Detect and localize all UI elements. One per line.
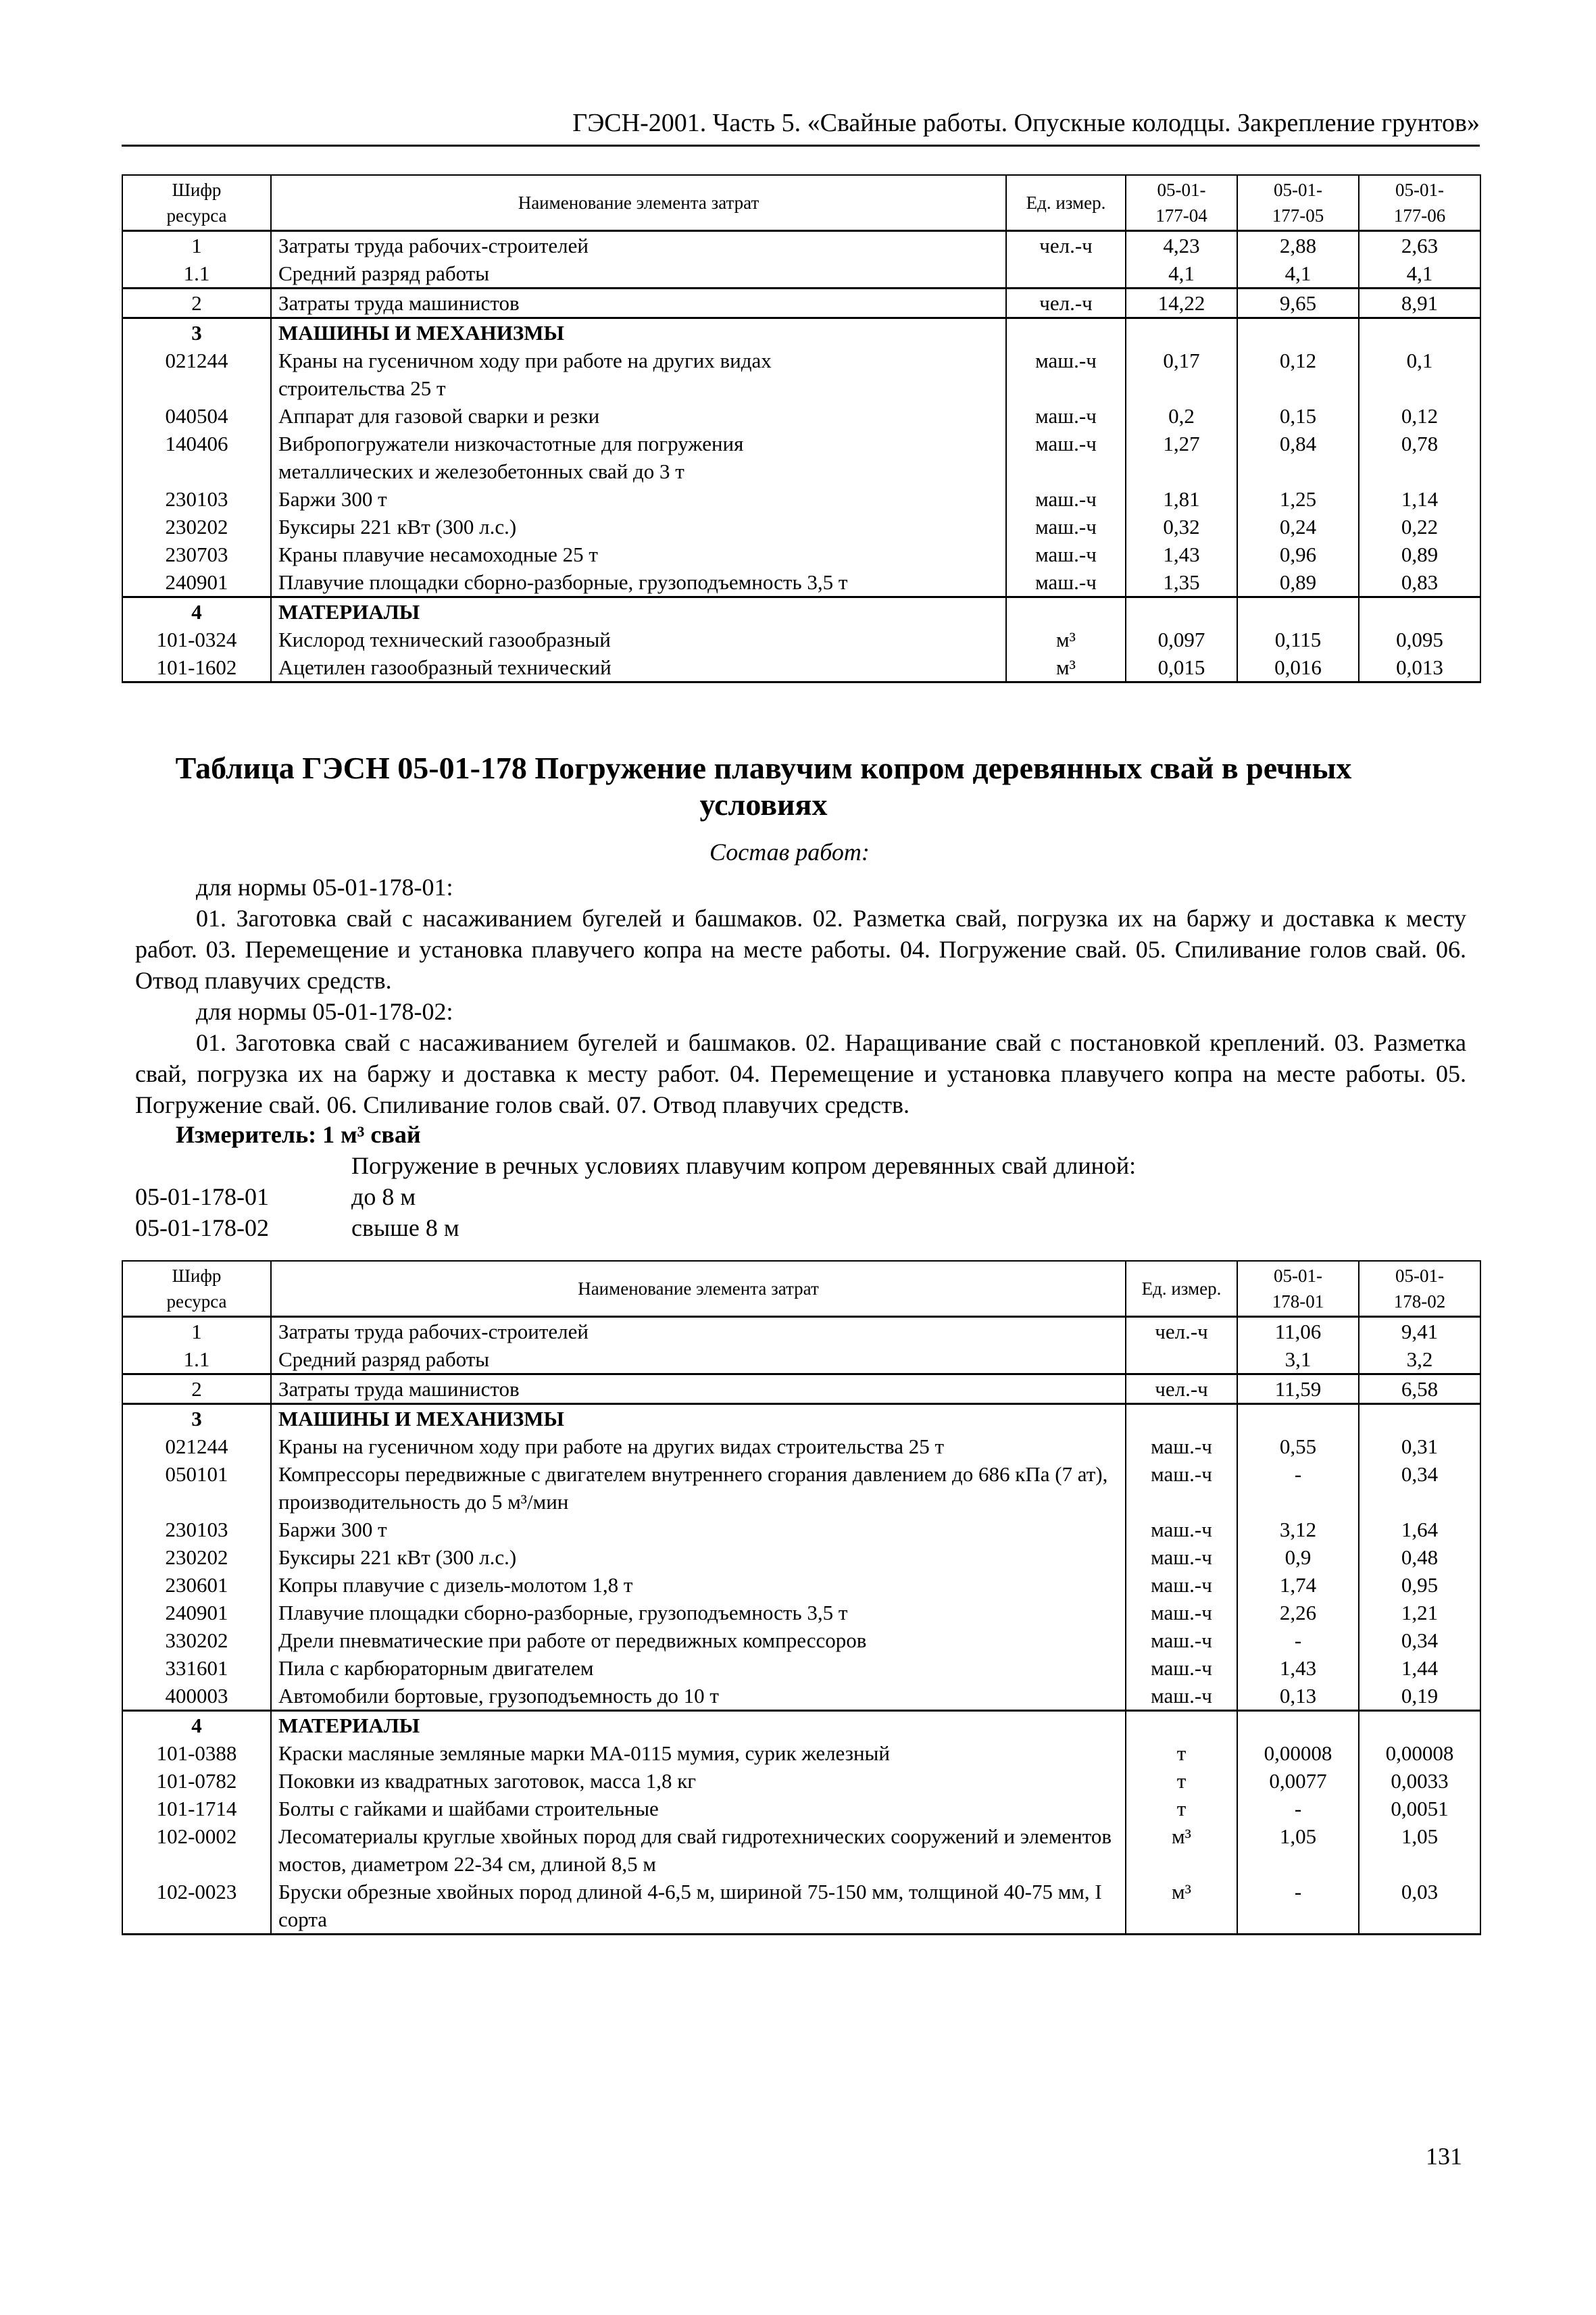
norm-value [1359,1404,1480,1433]
table-row [122,318,1480,347]
norm-value: 1,14 [1359,485,1480,513]
norm-value: 0,48 [1359,1543,1480,1571]
resource-code: 2 [122,289,271,318]
resource-name: Баржи 300 т [278,1518,387,1541]
resource-name: Ацетилен газообразный технический [278,655,612,679]
norm-value: 0,19 [1359,1682,1480,1711]
page-number: 131 [1426,2143,1462,2170]
norm-value: 0,34 [1359,1626,1480,1654]
column-header: Наименование элемента затрат [271,175,1006,231]
column-header: 05-01- 178-02 [1359,1261,1480,1317]
table-row [122,597,1480,626]
variant-code: 05-01-178-01 [135,1183,269,1210]
resource-name-cell [271,231,1006,260]
resource-name-cell [271,1345,1126,1374]
resource-name-cell [271,289,1006,318]
norm-value: 1,81 [1126,485,1237,513]
norm-value: 0,12 [1359,402,1480,430]
unit: маш.-ч [1006,568,1126,597]
resource-name: Затраты труда рабочих-строителей [278,234,589,257]
resource-name-cell [271,485,1006,513]
unit: маш.-ч [1126,1682,1237,1711]
norm2-text: 01. Заготовка свай с насаживанием бугелей и башмаков. 02. Наращивание свай с постановкой креплений. 03. Разметка свай, погрузка их на баржу и доставка к месту работ. 04. Перемещение и установка плавучего копра на месте работы. 05. Погружение свай. 06. Спиливание голов свай. 07. Отвод плавучих средств. [135,1029,1466,1118]
resource-code: 400003 [122,1682,271,1711]
unit: чел.-ч [1126,1374,1237,1404]
resource-code: 330202 [122,1626,271,1654]
resource-table-177 [122,174,1481,683]
norm-value: 0,17 [1126,347,1237,402]
norm-value: 0,31 [1359,1433,1480,1460]
resource-name: Средний разряд работы [278,262,490,285]
resource-name-cell [271,1878,1126,1935]
resource-name-cell [271,1460,1126,1516]
norm-value: 0,78 [1359,430,1480,485]
resource-name-cell [271,1433,1126,1460]
resource-code: 1.1 [122,259,271,289]
resource-code: 102-0023 [122,1878,271,1935]
norm-value: 6,58 [1359,1374,1480,1404]
resource-code: 230103 [122,1516,271,1543]
resource-name-cell [271,626,1006,653]
resource-name: Буксиры 221 кВт (300 л.с.) [278,515,517,539]
norm-value: 0,84 [1237,430,1359,485]
column-header: Наименование элемента затрат [271,1261,1126,1317]
norm-value: 1,43 [1126,541,1237,568]
table-row [122,347,1480,402]
unit [1006,318,1126,347]
table-row [122,485,1480,513]
resource-name-cell [271,597,1006,626]
unit: м³ [1126,1822,1237,1878]
table-row [122,1374,1480,1404]
resource-name-cell [271,1317,1126,1346]
resource-name-cell [271,1516,1126,1543]
resource-name: МАШИНЫ И МЕХАНИЗМЫ [278,1407,564,1430]
resource-name: Средний разряд работы [278,1347,490,1371]
unit: м³ [1006,653,1126,682]
unit [1126,1711,1237,1740]
unit [1126,1345,1237,1374]
norm-value: 1,05 [1359,1822,1480,1878]
table-row [122,1404,1480,1433]
norm-value: 0,89 [1359,541,1480,568]
table-row [122,1767,1480,1795]
table-row [122,1795,1480,1822]
resource-code: 101-0324 [122,626,271,653]
resource-name-cell [271,259,1006,289]
resource-code: 040504 [122,402,271,430]
norm-value: 1,43 [1237,1654,1359,1682]
resource-group [122,1711,1480,1935]
norm-value: 0,34 [1359,1460,1480,1516]
norm-value: 0,095 [1359,626,1480,653]
norm-value: 0,96 [1237,541,1359,568]
norm-value: - [1237,1460,1359,1516]
norm-value: 2,26 [1237,1599,1359,1626]
table-row [122,259,1480,289]
norm-value: 0,22 [1359,513,1480,541]
norm-value: 11,59 [1237,1374,1359,1404]
table-row [122,1345,1480,1374]
column-header: 05-01- 178-01 [1237,1261,1359,1317]
norm-value: 8,91 [1359,289,1480,318]
resource-code: 101-0782 [122,1767,271,1795]
unit: маш.-ч [1006,513,1126,541]
table-row [122,626,1480,653]
resource-name: Дрели пневматические при работе от передвижных компрессоров [278,1628,867,1652]
norm-value: 0,89 [1237,568,1359,597]
norm-value: 1,25 [1237,485,1359,513]
norm-value: 0,9 [1237,1543,1359,1571]
resource-name: Краны на гусеничном ходу при работе на других видах строительства 25 т [278,349,772,400]
resource-name: МАШИНЫ И МЕХАНИЗМЫ [278,321,564,345]
resource-name: Затраты труда рабочих-строителей [278,1320,589,1343]
resource-name: Болты с гайками и шайбами строительные [278,1797,659,1820]
resource-name: Буксиры 221 кВт (300 л.с.) [278,1545,517,1569]
table-row [122,1654,1480,1682]
resource-code: 050101 [122,1460,271,1516]
resource-code: 230103 [122,485,271,513]
table-header [122,1261,1480,1317]
norm-value: 0,097 [1126,626,1237,653]
resource-code: 4 [122,597,271,626]
table-row [122,289,1480,318]
norm-value [1359,597,1480,626]
column-header: 05-01- 177-05 [1237,175,1359,231]
unit [1006,259,1126,289]
unit: маш.-ч [1126,1654,1237,1682]
meter-label: Измеритель: 1 м³ свай [176,1121,421,1148]
table-header [122,175,1480,231]
resource-name: Поковки из квадратных заготовок, масса 1,8 кг [278,1769,697,1793]
description: Погружение в речных условиях плавучим копром деревянных свай длиной: [351,1152,1137,1179]
resource-group [122,1404,1480,1711]
norm-value: 0,55 [1237,1433,1359,1460]
norm-value: 0,24 [1237,513,1359,541]
table-row [122,1516,1480,1543]
resource-name: Краны на гусеничном ходу при работе на других видах строительства 25 т [278,1435,945,1458]
resource-name-cell [271,402,1006,430]
norm-value: 0,2 [1126,402,1237,430]
resource-name: МАТЕРИАЛЫ [278,600,420,624]
resource-name-cell [271,513,1006,541]
resource-code: 1 [122,231,271,260]
norm-value: 1,74 [1237,1571,1359,1599]
norm-value: 0,015 [1126,653,1237,682]
norm-value [1237,597,1359,626]
resource-name: Затраты труда машинистов [278,1377,520,1401]
resource-code: 2 [122,1374,271,1404]
norm-value: 1,64 [1359,1516,1480,1543]
table-row [122,1317,1480,1346]
norm-value: 0,0051 [1359,1795,1480,1822]
resource-name: Затраты труда машинистов [278,291,520,315]
unit: маш.-ч [1126,1460,1237,1516]
resource-name-cell [271,568,1006,597]
resource-code: 021244 [122,347,271,402]
resource-code: 3 [122,318,271,347]
table-row [122,1571,1480,1599]
resource-code: 102-0002 [122,1822,271,1878]
norm-value [1237,1711,1359,1740]
resource-name-cell [271,1739,1126,1767]
unit: маш.-ч [1006,402,1126,430]
unit: чел.-ч [1006,231,1126,260]
norm-value: 0,83 [1359,568,1480,597]
unit: маш.-ч [1006,485,1126,513]
norm-value: 0,016 [1237,653,1359,682]
norm-value: 11,06 [1237,1317,1359,1346]
resource-name: Лесоматериалы круглые хвойных пород для свай гидротехнических сооружений и элементов мостов, диаметром 22-34 см, длиной 8,5 м [278,1824,1112,1876]
norm-value: 0,0033 [1359,1767,1480,1795]
resource-code: 230703 [122,541,271,568]
resource-name-cell [271,1767,1126,1795]
norm-value: 0,00008 [1237,1739,1359,1767]
norm-value [1126,597,1237,626]
unit: чел.-ч [1006,289,1126,318]
resource-name: Краски масляные земляные марки МА-0115 мумия, сурик железный [278,1741,890,1765]
unit: м³ [1006,626,1126,653]
unit: маш.-ч [1006,347,1126,402]
resource-name: Вибропогружатели низкочастотные для погружения металлических и железобетонных свай до 3 т [278,432,744,483]
resource-name-cell [271,1571,1126,1599]
resource-name: Плавучие площадки сборно-разборные, грузоподъемность 3,5 т [278,1601,848,1624]
unit: маш.-ч [1126,1433,1237,1460]
resource-name-cell [271,1543,1126,1571]
resource-name: Бруски обрезные хвойных пород длиной 4-6,5 м, шириной 75-150 мм, толщиной 40-75 мм, I сорта [278,1880,1102,1931]
resource-code: 230202 [122,513,271,541]
unit: чел.-ч [1126,1317,1237,1346]
norm-value: 0,12 [1237,347,1359,402]
resource-code: 101-1602 [122,653,271,682]
resource-group [122,1374,1480,1404]
unit: маш.-ч [1006,541,1126,568]
resource-name-cell [271,1822,1126,1878]
column-header: Ед. измер. [1006,175,1126,231]
resource-group [122,1317,1480,1374]
resource-name-cell [271,1404,1126,1433]
table-row [122,1626,1480,1654]
norm-value: - [1237,1795,1359,1822]
table-row [122,1543,1480,1571]
unit: маш.-ч [1126,1626,1237,1654]
resource-name: Пила с карбюраторным двигателем [278,1656,594,1680]
running-header: ГЭСН-2001. Часть 5. «Свайные работы. Опускные колодцы. Закрепление грунтов» [122,108,1480,147]
table-row [122,568,1480,597]
resource-code: 140406 [122,430,271,485]
resource-name-cell [271,1682,1126,1711]
resource-name: МАТЕРИАЛЫ [278,1714,420,1737]
table-row [122,1878,1480,1935]
norm-value: 9,65 [1237,289,1359,318]
unit: маш.-ч [1006,430,1126,485]
resource-code: 3 [122,1404,271,1433]
table-row [122,430,1480,485]
unit: т [1126,1739,1237,1767]
norm1-label: для нормы 05-01-178-01: [196,874,453,901]
resource-group [122,318,1480,597]
resource-group [122,597,1480,682]
norm-value: 0,03 [1359,1878,1480,1935]
norm-value: 0,1 [1359,347,1480,402]
resource-name: Аппарат для газовой сварки и резки [278,404,600,428]
resource-group [122,289,1480,318]
unit: маш.-ч [1126,1571,1237,1599]
resource-code: 1.1 [122,1345,271,1374]
resource-name: Баржи 300 т [278,487,387,511]
resource-name-cell [271,1599,1126,1626]
resource-code: 1 [122,1317,271,1346]
resource-code: 101-1714 [122,1795,271,1822]
composition-label: Состав работ: [709,839,870,866]
resource-name-cell [271,347,1006,402]
norm-value: 1,05 [1237,1822,1359,1878]
unit [1006,597,1126,626]
variant-code: 05-01-178-02 [135,1214,269,1241]
table-row [122,1682,1480,1711]
norm-value [1126,318,1237,347]
unit: маш.-ч [1126,1543,1237,1571]
norm-value: 0,115 [1237,626,1359,653]
table-row [122,1599,1480,1626]
resource-code: 4 [122,1711,271,1740]
norm-value: 4,1 [1237,259,1359,289]
header-row [122,175,1480,231]
resource-code: 021244 [122,1433,271,1460]
column-header: 05-01- 177-06 [1359,175,1480,231]
resource-code: 101-0388 [122,1739,271,1767]
resource-name-cell [271,430,1006,485]
table-row [122,1460,1480,1516]
variant-text: свыше 8 м [351,1214,459,1241]
resource-name: Компрессоры передвижные с двигателем внутреннего сгорания давлением до 686 кПа (7 ат), производительность до 5 м³/мин [278,1462,1108,1514]
norm-value: 0,32 [1126,513,1237,541]
norm-value: 3,2 [1359,1345,1480,1374]
resource-name: Краны плавучие несамоходные 25 т [278,543,598,566]
resource-code: 331601 [122,1654,271,1682]
norm-value [1359,318,1480,347]
table-row [122,402,1480,430]
unit: маш.-ч [1126,1516,1237,1543]
resource-name-cell [271,1711,1126,1740]
resource-table-178 [122,1260,1481,1935]
norm-value: 1,27 [1126,430,1237,485]
norm-value: 4,1 [1126,259,1237,289]
unit: т [1126,1767,1237,1795]
resource-name-cell [271,1374,1126,1404]
column-header: Шифр ресурса [122,1261,271,1317]
norm2-label: для нормы 05-01-178-02: [196,998,453,1025]
norm-value: 2,88 [1237,231,1359,260]
norm1-text: 01. Заготовка свай с насаживанием бугелей и башмаков. 02. Разметка свай, погрузка их на баржу и доставка к месту работ. 03. Перемещение и установка плавучего копра на месте работы. 04. Погружение свай. 05. Спиливание голов свай. 06. Отвод плавучих средств. [135,905,1466,994]
resource-name: Кислород технический газообразный [278,628,611,651]
resource-name-cell [271,653,1006,682]
norm-value: 2,63 [1359,231,1480,260]
column-header: Шифр ресурса [122,175,271,231]
table-title: Таблица ГЭСН 05-01-178 Погружение плавучим копром деревянных свай в речных условиях [175,751,1352,822]
unit: т [1126,1795,1237,1822]
header-row [122,1261,1480,1317]
norm-value: 9,41 [1359,1317,1480,1346]
resource-code: 240901 [122,1599,271,1626]
resource-code: 230601 [122,1571,271,1599]
resource-code: 240901 [122,568,271,597]
table-row [122,1739,1480,1767]
norm-value [1237,1404,1359,1433]
resource-name: Плавучие площадки сборно-разборные, грузоподъемность 3,5 т [278,570,848,594]
unit: м³ [1126,1878,1237,1935]
resource-name: Копры плавучие с дизель-молотом 1,8 т [278,1573,633,1597]
norm-value [1359,1711,1480,1740]
resource-code: 230202 [122,1543,271,1571]
resource-name-cell [271,541,1006,568]
norm-value: 3,12 [1237,1516,1359,1543]
norm-value: 1,35 [1126,568,1237,597]
norm-value: 1,44 [1359,1654,1480,1682]
norm-value [1237,318,1359,347]
norm-value: 0,95 [1359,1571,1480,1599]
norm-value: 3,1 [1237,1345,1359,1374]
unit [1126,1404,1237,1433]
norm-value: 0,013 [1359,653,1480,682]
norm-value: 0,13 [1237,1682,1359,1711]
norm-value: 14,22 [1126,289,1237,318]
table-row [122,653,1480,682]
resource-name-cell [271,1626,1126,1654]
resource-name-cell [271,1795,1126,1822]
norm-value: 0,00008 [1359,1739,1480,1767]
norm-value: 1,21 [1359,1599,1480,1626]
column-header: 05-01- 177-04 [1126,175,1237,231]
table-row [122,1433,1480,1460]
resource-group [122,231,1480,289]
unit: маш.-ч [1126,1599,1237,1626]
norm-value: - [1237,1626,1359,1654]
column-header: Ед. измер. [1126,1261,1237,1317]
resource-name-cell [271,1654,1126,1682]
norm-value: - [1237,1878,1359,1935]
table-row [122,513,1480,541]
norm-value: 0,0077 [1237,1767,1359,1795]
variant-text: до 8 м [351,1183,416,1210]
resource-name-cell [271,318,1006,347]
norm-value: 4,23 [1126,231,1237,260]
table-row [122,541,1480,568]
table-row [122,1822,1480,1878]
table-row [122,1711,1480,1740]
resource-name: Автомобили бортовые, грузоподъемность до 10 т [278,1684,719,1708]
table-row [122,231,1480,260]
norm-value: 4,1 [1359,259,1480,289]
norm-value: 0,15 [1237,402,1359,430]
